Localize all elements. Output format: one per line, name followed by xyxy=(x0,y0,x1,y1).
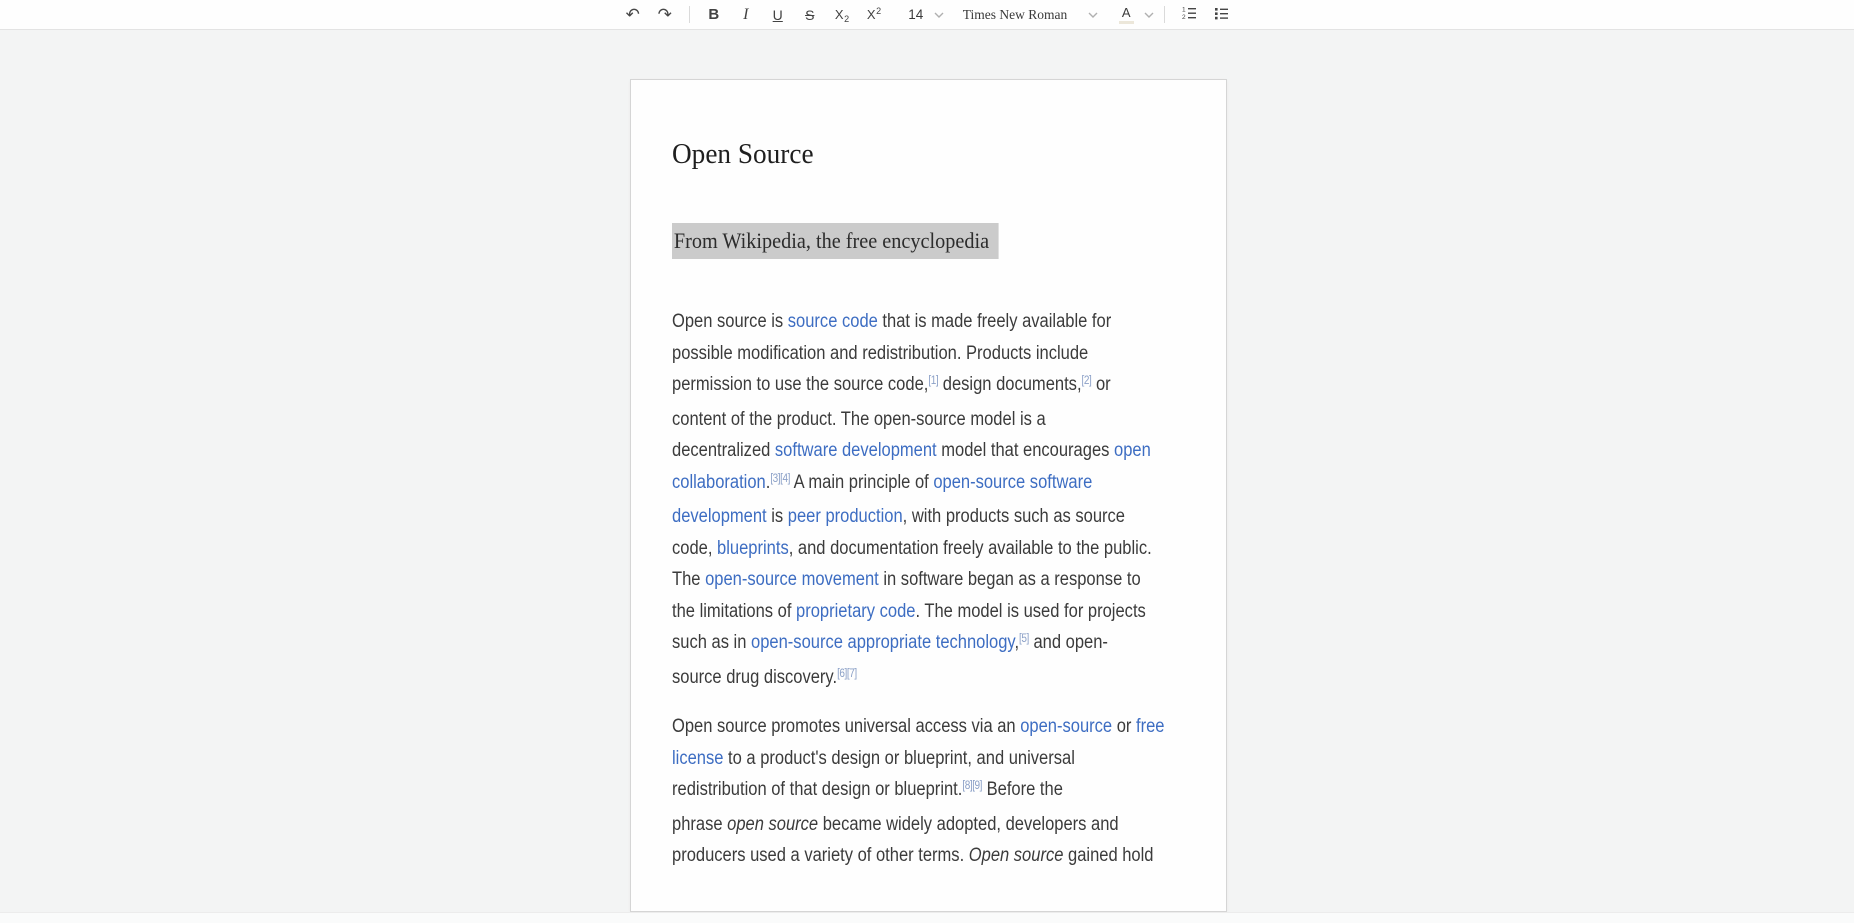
text-line xyxy=(672,435,1151,467)
text-line xyxy=(672,404,1123,436)
text-line xyxy=(672,743,1123,775)
text-run: Before the xyxy=(982,779,1063,800)
chevron-down-icon[interactable] xyxy=(1144,12,1154,18)
font-family-value: Times New Roman xyxy=(962,6,1068,22)
text-run: , and documentation freely available to the public. xyxy=(788,537,1152,559)
chevron-down-icon[interactable] xyxy=(1088,12,1098,18)
link[interactable]: open-source software xyxy=(933,471,1093,493)
font-size-value: 14 xyxy=(908,7,924,22)
undo-icon: ↶ xyxy=(625,5,640,24)
subscript-button[interactable] xyxy=(830,2,854,28)
reference-marker[interactable]: [1] xyxy=(928,375,939,387)
paragraph xyxy=(672,711,1190,872)
undo-button[interactable] xyxy=(621,2,645,28)
subscript-mark: 2 xyxy=(844,13,850,24)
text-line xyxy=(672,501,1126,533)
link[interactable]: collaboration xyxy=(672,471,766,493)
bullet-list-icon xyxy=(1213,5,1229,24)
selected-subtitle-text: From Wikipedia, the free encyclopedia xyxy=(672,223,998,259)
link[interactable]: license xyxy=(672,747,724,769)
text-run: producers used a variety of other terms. xyxy=(672,845,969,866)
text-run: content of the product. The open-source model is a xyxy=(672,408,1046,430)
text-run: or xyxy=(1112,716,1137,737)
redo-button[interactable] xyxy=(653,2,677,28)
text-run: to a product's design or blueprint, and universal xyxy=(723,747,1075,769)
text-line xyxy=(672,369,1123,404)
toolbar-divider xyxy=(689,6,690,23)
text-run: Open source promotes universal access via an xyxy=(672,716,1021,737)
text-run: . The model is used for projects xyxy=(915,600,1146,622)
reference-marker[interactable]: [8][9] xyxy=(962,780,983,792)
formatting-toolbar xyxy=(0,0,1854,30)
redo-icon: ↷ xyxy=(657,5,672,24)
text-line xyxy=(672,467,1123,502)
text-run: decentralized xyxy=(672,440,775,461)
text-run: that is made freely available for xyxy=(877,311,1112,332)
text-run: permission to use the source code, xyxy=(672,374,929,395)
link[interactable]: open xyxy=(1114,440,1151,461)
text-run: phrase xyxy=(672,813,728,835)
text-line xyxy=(672,627,1123,662)
text-run: A main principle of xyxy=(789,471,934,493)
link[interactable]: proprietary code xyxy=(796,600,916,622)
document-page xyxy=(630,79,1227,912)
font-color-label: A xyxy=(1121,4,1131,20)
text-line xyxy=(672,774,1123,809)
bold-button[interactable]: B xyxy=(702,2,726,28)
paragraph xyxy=(672,306,1190,696)
reference-marker[interactable]: [2] xyxy=(1081,375,1092,387)
text-run: possible modification and redistribution. Products include xyxy=(672,342,1089,364)
toolbar-divider xyxy=(1164,6,1165,23)
reference-marker[interactable]: [5] xyxy=(1019,633,1029,645)
link[interactable]: development xyxy=(672,506,767,527)
subtitle-row xyxy=(672,223,1190,259)
text-run: became widely adopted, developers and xyxy=(818,813,1119,835)
chevron-down-icon[interactable] xyxy=(934,12,944,18)
subscript-label: X xyxy=(834,7,844,22)
numbered-list-icon xyxy=(1181,5,1197,24)
font-family-dropdown[interactable] xyxy=(960,2,1071,28)
superscript-button[interactable] xyxy=(862,2,886,28)
document-body xyxy=(672,306,1190,872)
bullet-list-button[interactable] xyxy=(1209,2,1233,28)
reference-marker[interactable]: [3][4] xyxy=(770,472,790,485)
reference-marker[interactable]: [6][7] xyxy=(837,667,857,680)
link[interactable]: open-source xyxy=(1020,716,1113,737)
text-run: model that encourages xyxy=(936,440,1115,461)
link[interactable]: source code xyxy=(787,311,878,332)
text-line xyxy=(672,564,1141,596)
text-line xyxy=(672,809,1123,841)
text-line xyxy=(672,840,1154,872)
text-line xyxy=(672,711,1165,743)
font-size-dropdown[interactable] xyxy=(904,2,928,28)
text-run: source drug discovery. xyxy=(672,666,838,688)
text-line xyxy=(672,338,1123,370)
text-run: code, xyxy=(672,537,718,559)
text-line xyxy=(672,533,1152,565)
text-run: Open source is xyxy=(672,311,788,332)
italic-text: Open source xyxy=(968,845,1064,866)
superscript-mark: 2 xyxy=(876,5,882,16)
underline-button[interactable]: U xyxy=(766,2,790,28)
text-run: such as in xyxy=(672,632,752,653)
text-line xyxy=(672,306,1123,338)
page-title: Open Source xyxy=(672,138,814,170)
text-line xyxy=(672,662,1123,697)
link[interactable]: software development xyxy=(774,440,937,461)
text-line xyxy=(672,596,1146,628)
text-run: . xyxy=(765,471,771,493)
superscript-label: X xyxy=(866,7,876,22)
link[interactable]: blueprints xyxy=(717,537,789,559)
text-run: the limitations of xyxy=(672,600,797,622)
link[interactable]: open-source appropriate technology xyxy=(751,632,1015,653)
text-run: , xyxy=(1014,632,1020,653)
link[interactable]: free xyxy=(1136,716,1165,737)
page-gap xyxy=(0,912,1854,923)
text-run: and open- xyxy=(1028,632,1108,653)
text-run: , with products such as source xyxy=(902,506,1126,527)
text-run: redistribution of that design or blueprint. xyxy=(672,779,963,800)
svg-text:1: 1 xyxy=(1182,6,1186,14)
numbered-list-button[interactable] xyxy=(1177,2,1201,28)
font-color-swatch xyxy=(1119,21,1134,24)
text-run: design documents, xyxy=(938,374,1082,395)
svg-text:2: 2 xyxy=(1182,14,1186,21)
text-run: in software began as a response to xyxy=(878,569,1141,590)
text-run: is xyxy=(766,506,788,527)
text-run: gained hold xyxy=(1063,845,1154,866)
font-color-button[interactable] xyxy=(1114,2,1138,28)
italic-button[interactable]: I xyxy=(734,2,758,28)
link[interactable]: peer production xyxy=(787,506,903,527)
text-run: The xyxy=(672,569,706,590)
italic-text: open source xyxy=(727,813,819,835)
link[interactable]: open-source movement xyxy=(705,569,879,590)
text-run: or xyxy=(1091,374,1111,395)
strikethrough-button[interactable]: S xyxy=(798,2,822,28)
